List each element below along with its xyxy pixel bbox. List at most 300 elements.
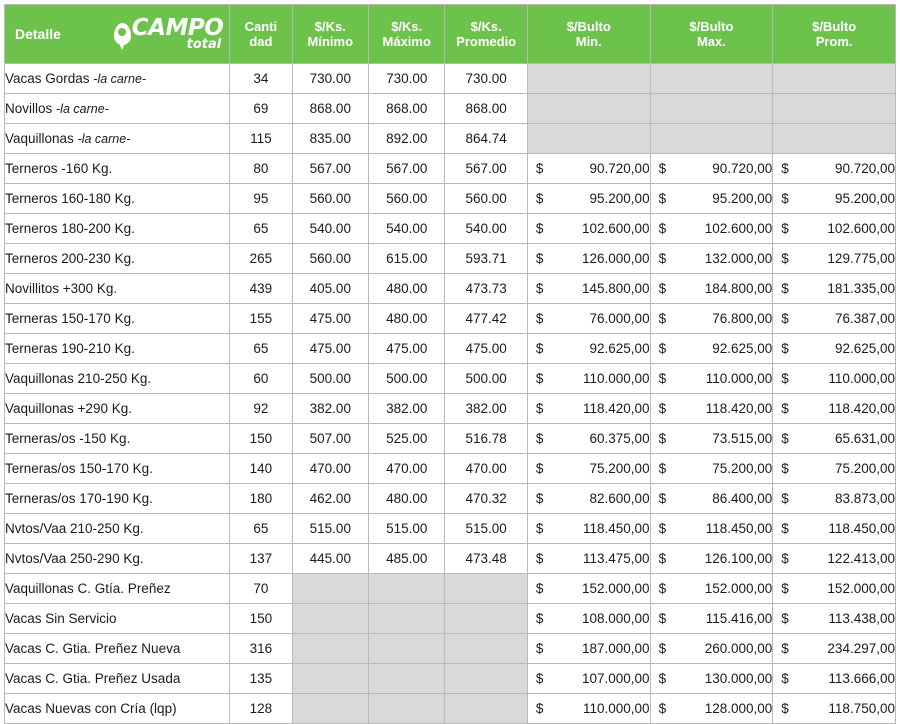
cell-bulto-prom: [773, 664, 896, 694]
detalle-text: Terneros 180-200 Kg.: [5, 221, 135, 236]
header-row: [5, 5, 896, 64]
cell-ks-maximo: [369, 664, 445, 694]
cell-bulto-max: [650, 574, 773, 604]
currency-symbol: $: [535, 431, 544, 446]
cell-cantidad: 155: [230, 304, 292, 334]
currency-symbol: $: [781, 221, 789, 236]
detalle-text: Terneras/os -150 Kg.: [5, 431, 131, 446]
cell-ks-maximo: 515.00: [369, 514, 445, 544]
cell-detalle: [5, 604, 230, 634]
column-header-bulto-max-line2: Max.: [696, 34, 726, 49]
money-value: 95.200,00: [589, 191, 650, 206]
cell-ks-promedio: 540.00: [445, 214, 527, 244]
cell-ks-maximo: 560.00: [369, 184, 445, 214]
column-header-ks-maximo-line2: Máximo: [382, 34, 431, 49]
table-row: [5, 184, 896, 214]
table-row: [5, 634, 896, 664]
column-header-ks-promedio-line2: Promedio: [456, 34, 517, 49]
cell-ks-promedio: [445, 664, 527, 694]
column-header-cantidad-line2: dad: [249, 34, 273, 49]
money-value: 107.000,00: [582, 671, 650, 686]
cell-bulto-min: [527, 304, 650, 334]
cell-cantidad: 115: [230, 124, 292, 154]
cell-bulto-min: [527, 664, 650, 694]
column-header-bulto-max-line1: $/Bulto: [689, 19, 734, 34]
table-row: [5, 334, 896, 364]
cell-ks-maximo: 475.00: [369, 334, 445, 364]
cell-cantidad: 135: [230, 664, 292, 694]
cell-ks-minimo: 730.00: [292, 64, 368, 94]
column-header-bulto-min-line1: $/Bulto: [566, 19, 611, 34]
detalle-text: Terneras 190-210 Kg.: [5, 341, 135, 356]
table-row: [5, 514, 896, 544]
cell-ks-minimo: 382.00: [292, 394, 368, 424]
cell-ks-promedio: [445, 634, 527, 664]
detalle-qualifier: -la carne-: [77, 132, 131, 146]
cell-bulto-min: [527, 454, 650, 484]
cell-bulto-max: [650, 394, 773, 424]
cell-ks-minimo: 462.00: [292, 484, 368, 514]
table-row: [5, 454, 896, 484]
cell-ks-minimo: 540.00: [292, 214, 368, 244]
detalle-text: Vaquillonas C. Gtía. Preñez: [5, 581, 171, 596]
money-value: 234.297,00: [827, 641, 895, 656]
cell-detalle: [5, 364, 230, 394]
cell-bulto-prom: [773, 694, 896, 724]
table-row: [5, 64, 896, 94]
cell-ks-minimo: 405.00: [292, 274, 368, 304]
cell-cantidad: 65: [230, 514, 292, 544]
money-value: 90.720,00: [834, 161, 895, 176]
detalle-text: Terneras 150-170 Kg.: [5, 311, 135, 326]
cell-ks-minimo: 515.00: [292, 514, 368, 544]
money-value: 73.515,00: [712, 431, 773, 446]
cell-bulto-min: [527, 394, 650, 424]
cell-ks-maximo: 615.00: [369, 244, 445, 274]
cell-bulto-prom: [773, 364, 896, 394]
cell-detalle: [5, 154, 230, 184]
cell-bulto-max: [650, 64, 773, 94]
money-value: 65.631,00: [834, 431, 895, 446]
detalle-text: Novillos: [5, 101, 57, 116]
cell-bulto-min: [527, 334, 650, 364]
cell-ks-promedio: 477.42: [445, 304, 527, 334]
column-header-ks-minimo: [292, 5, 368, 64]
currency-symbol: $: [535, 281, 544, 296]
cell-ks-maximo: 730.00: [369, 64, 445, 94]
money-value: 118.420,00: [828, 401, 895, 416]
money-value: 260.000,00: [704, 641, 773, 656]
money-value: 75.200,00: [712, 461, 773, 476]
cell-ks-promedio: [445, 574, 527, 604]
money-value: 92.625,00: [589, 341, 650, 356]
cell-cantidad: 65: [230, 334, 292, 364]
money-value: 108.000,00: [582, 611, 650, 626]
detalle-text: Terneras/os 150-170 Kg.: [5, 461, 153, 476]
column-header-ks-maximo-line1: $/Ks.: [391, 19, 423, 34]
cell-bulto-max: [650, 664, 773, 694]
table-row: [5, 364, 896, 394]
cell-cantidad: 69: [230, 94, 292, 124]
cell-bulto-max: [650, 604, 773, 634]
cell-bulto-max: [650, 304, 773, 334]
currency-symbol: $: [658, 641, 667, 656]
money-value: 86.400,00: [712, 491, 773, 506]
currency-symbol: $: [658, 461, 667, 476]
column-header-ks-minimo-line1: $/Ks.: [314, 19, 346, 34]
money-value: 95.200,00: [834, 191, 895, 206]
money-value: 113.666,00: [828, 671, 895, 686]
money-value: 126.100,00: [704, 551, 773, 566]
cell-detalle: [5, 574, 230, 604]
money-value: 118.420,00: [705, 401, 773, 416]
table-header: [5, 5, 896, 64]
currency-symbol: $: [658, 401, 667, 416]
currency-symbol: $: [781, 461, 789, 476]
currency-symbol: $: [535, 701, 544, 716]
cell-cantidad: 95: [230, 184, 292, 214]
column-header-bulto-min: [527, 5, 650, 64]
cell-bulto-prom: [773, 64, 896, 94]
cell-ks-maximo: 470.00: [369, 454, 445, 484]
cell-detalle: [5, 544, 230, 574]
table-row: [5, 484, 896, 514]
currency-symbol: $: [781, 191, 789, 206]
money-value: 110.000,00: [583, 701, 650, 716]
cell-ks-maximo: 480.00: [369, 274, 445, 304]
currency-symbol: $: [781, 521, 789, 536]
currency-symbol: $: [535, 341, 544, 356]
money-value: 145.800,00: [582, 281, 650, 296]
detalle-text: Novillitos +300 Kg.: [5, 281, 118, 296]
currency-symbol: $: [781, 671, 789, 686]
money-value: 90.720,00: [589, 161, 650, 176]
detalle-text: Terneros 160-180 Kg.: [5, 191, 135, 206]
money-value: 110.000,00: [583, 371, 650, 386]
money-value: 90.720,00: [712, 161, 773, 176]
cell-bulto-prom: [773, 394, 896, 424]
money-value: 152.000,00: [704, 581, 773, 596]
currency-symbol: $: [535, 251, 544, 266]
cell-detalle: [5, 454, 230, 484]
cell-ks-minimo: 560.00: [292, 244, 368, 274]
cell-bulto-min: [527, 214, 650, 244]
detalle-text: Vacas C. Gtia. Preñez Usada: [5, 671, 181, 686]
column-header-ks-minimo-line2: Mínimo: [307, 34, 354, 49]
cell-bulto-min: [527, 364, 650, 394]
cell-ks-maximo: 540.00: [369, 214, 445, 244]
cell-ks-promedio: 470.00: [445, 454, 527, 484]
cell-ks-minimo: 470.00: [292, 454, 368, 484]
cell-bulto-max: [650, 364, 773, 394]
cell-ks-promedio: 560.00: [445, 184, 527, 214]
cell-detalle: [5, 334, 230, 364]
cell-bulto-max: [650, 154, 773, 184]
cell-ks-promedio: 500.00: [445, 364, 527, 394]
cell-ks-promedio: 473.48: [445, 544, 527, 574]
cell-detalle: [5, 214, 230, 244]
detalle-text: Terneras/os 170-190 Kg.: [5, 491, 153, 506]
cell-bulto-prom: [773, 424, 896, 454]
money-value: 118.450,00: [828, 521, 895, 536]
column-header-bulto-max: [650, 5, 773, 64]
table-body: [5, 64, 896, 724]
cell-bulto-prom: [773, 334, 896, 364]
cell-cantidad: 128: [230, 694, 292, 724]
cell-ks-maximo: 500.00: [369, 364, 445, 394]
cell-ks-maximo: [369, 694, 445, 724]
detalle-text: Vacas Sin Servicio: [5, 611, 117, 626]
cell-detalle: [5, 424, 230, 454]
money-value: 82.600,00: [589, 491, 650, 506]
cell-bulto-min: [527, 184, 650, 214]
column-header-detalle-label: Detalle: [15, 25, 61, 42]
cell-bulto-prom: [773, 604, 896, 634]
cell-detalle: [5, 304, 230, 334]
currency-symbol: $: [781, 611, 789, 626]
money-value: 95.200,00: [712, 191, 773, 206]
currency-symbol: $: [781, 491, 789, 506]
cell-cantidad: 265: [230, 244, 292, 274]
cell-detalle: [5, 274, 230, 304]
money-value: 130.000,00: [704, 671, 773, 686]
cell-bulto-max: [650, 544, 773, 574]
cell-ks-minimo: [292, 694, 368, 724]
cell-bulto-max: [650, 634, 773, 664]
cell-ks-minimo: [292, 664, 368, 694]
cell-ks-promedio: 473.73: [445, 274, 527, 304]
cell-bulto-max: [650, 424, 773, 454]
currency-symbol: $: [781, 311, 789, 326]
cell-bulto-prom: [773, 634, 896, 664]
money-value: 128.000,00: [704, 701, 773, 716]
currency-symbol: $: [658, 701, 667, 716]
cell-bulto-min: [527, 574, 650, 604]
detalle-text: Vacas C. Gtia. Preñez Nueva: [5, 641, 181, 656]
cell-cantidad: 137: [230, 544, 292, 574]
cell-ks-minimo: 475.00: [292, 304, 368, 334]
cell-bulto-max: [650, 184, 773, 214]
column-header-ks-maximo: [369, 5, 445, 64]
cell-detalle: [5, 664, 230, 694]
cell-cantidad: 316: [230, 634, 292, 664]
money-value: 83.873,00: [834, 491, 895, 506]
table-row: [5, 604, 896, 634]
detalle-text: Vaquillonas 210-250 Kg.: [5, 371, 152, 386]
money-value: 118.450,00: [705, 521, 773, 536]
cell-ks-minimo: 445.00: [292, 544, 368, 574]
cell-ks-minimo: 507.00: [292, 424, 368, 454]
cell-ks-maximo: 567.00: [369, 154, 445, 184]
cell-bulto-max: [650, 454, 773, 484]
money-value: 126.000,00: [582, 251, 650, 266]
cell-ks-minimo: 500.00: [292, 364, 368, 394]
money-value: 181.335,00: [827, 281, 895, 296]
money-value: 102.600,00: [827, 221, 895, 236]
cell-bulto-min: [527, 274, 650, 304]
cell-bulto-max: [650, 274, 773, 304]
cell-ks-minimo: 475.00: [292, 334, 368, 364]
cell-bulto-min: [527, 154, 650, 184]
detalle-text: Vacas Gordas: [5, 71, 94, 86]
cell-cantidad: 150: [230, 604, 292, 634]
money-value: 152.000,00: [582, 581, 650, 596]
cell-ks-promedio: 382.00: [445, 394, 527, 424]
cell-bulto-min: [527, 544, 650, 574]
cell-bulto-prom: [773, 154, 896, 184]
table-row: [5, 424, 896, 454]
currency-symbol: $: [781, 431, 789, 446]
detalle-text: Terneros 200-230 Kg.: [5, 251, 135, 266]
cell-bulto-prom: [773, 244, 896, 274]
cell-ks-maximo: 892.00: [369, 124, 445, 154]
detalle-text: Vacas Nuevas con Cría (lqp): [5, 701, 177, 716]
column-header-detalle: [5, 5, 230, 64]
cell-detalle: [5, 94, 230, 124]
cell-cantidad: 60: [230, 364, 292, 394]
detalle-text: Vaquillonas: [5, 131, 78, 146]
table-row: [5, 214, 896, 244]
cell-ks-maximo: 485.00: [369, 544, 445, 574]
money-value: 118.450,00: [583, 521, 650, 536]
currency-symbol: $: [658, 521, 667, 536]
logo-wordmark: [132, 17, 223, 51]
money-value: 118.750,00: [828, 701, 895, 716]
currency-symbol: $: [658, 611, 667, 626]
cell-ks-promedio: [445, 604, 527, 634]
column-header-cantidad-line1: Canti: [244, 19, 278, 34]
cell-ks-maximo: 480.00: [369, 304, 445, 334]
cell-detalle: [5, 394, 230, 424]
currency-symbol: $: [535, 671, 544, 686]
cell-bulto-max: [650, 214, 773, 244]
cell-bulto-prom: [773, 544, 896, 574]
currency-symbol: $: [535, 191, 544, 206]
cell-ks-promedio: 864.74: [445, 124, 527, 154]
table-row: [5, 664, 896, 694]
money-value: 76.800,00: [712, 311, 773, 326]
currency-symbol: $: [658, 431, 667, 446]
cell-bulto-prom: [773, 484, 896, 514]
currency-symbol: $: [658, 191, 667, 206]
cell-ks-promedio: 515.00: [445, 514, 527, 544]
currency-symbol: $: [658, 371, 667, 386]
currency-symbol: $: [781, 281, 789, 296]
cell-detalle: [5, 244, 230, 274]
cell-ks-minimo: [292, 634, 368, 664]
cell-bulto-min: [527, 244, 650, 274]
money-value: 132.000,00: [704, 251, 773, 266]
cell-bulto-min: [527, 694, 650, 724]
column-header-ks-promedio-line1: $/Ks.: [470, 19, 502, 34]
money-value: 60.375,00: [589, 431, 650, 446]
currency-symbol: $: [535, 221, 544, 236]
currency-symbol: $: [658, 671, 667, 686]
cell-detalle: [5, 124, 230, 154]
currency-symbol: $: [658, 221, 667, 236]
cell-cantidad: 180: [230, 484, 292, 514]
livestock-price-table: [4, 4, 896, 724]
currency-symbol: $: [658, 341, 667, 356]
currency-symbol: $: [535, 491, 544, 506]
cell-bulto-prom: [773, 124, 896, 154]
cell-bulto-prom: [773, 514, 896, 544]
currency-symbol: $: [535, 401, 544, 416]
cell-ks-maximo: [369, 634, 445, 664]
money-value: 92.625,00: [834, 341, 895, 356]
cell-ks-promedio: [445, 694, 527, 724]
money-value: 187.000,00: [582, 641, 650, 656]
currency-symbol: $: [658, 551, 667, 566]
money-value: 113.475,00: [583, 551, 650, 566]
cell-ks-minimo: 868.00: [292, 94, 368, 124]
money-value: 115.416,00: [705, 611, 773, 626]
cell-bulto-min: [527, 484, 650, 514]
money-value: 76.387,00: [834, 311, 895, 326]
currency-symbol: $: [535, 611, 544, 626]
table-row: [5, 124, 896, 154]
cell-ks-promedio: 730.00: [445, 64, 527, 94]
cell-cantidad: 70: [230, 574, 292, 604]
cell-cantidad: 150: [230, 424, 292, 454]
currency-symbol: $: [535, 581, 544, 596]
cell-cantidad: 34: [230, 64, 292, 94]
currency-symbol: $: [781, 251, 789, 266]
currency-symbol: $: [658, 161, 667, 176]
money-value: 110.000,00: [705, 371, 773, 386]
cell-detalle: [5, 64, 230, 94]
cell-ks-promedio: 516.78: [445, 424, 527, 454]
cell-bulto-min: [527, 64, 650, 94]
cell-bulto-max: [650, 514, 773, 544]
column-header-ks-promedio: [445, 5, 527, 64]
currency-symbol: $: [781, 641, 789, 656]
logo-wordmark-sub: total: [186, 37, 222, 52]
cell-bulto-max: [650, 334, 773, 364]
table-row: [5, 154, 896, 184]
money-value: 184.800,00: [704, 281, 773, 296]
currency-symbol: $: [535, 461, 544, 476]
column-header-bulto-prom-line2: Prom.: [815, 34, 853, 49]
cell-cantidad: 80: [230, 154, 292, 184]
cell-bulto-max: [650, 244, 773, 274]
cell-bulto-min: [527, 424, 650, 454]
cell-ks-minimo: 560.00: [292, 184, 368, 214]
cell-ks-maximo: [369, 604, 445, 634]
table-row: [5, 694, 896, 724]
currency-symbol: $: [535, 551, 544, 566]
table-row: [5, 244, 896, 274]
cell-bulto-max: [650, 124, 773, 154]
currency-symbol: $: [781, 161, 789, 176]
table-row: [5, 544, 896, 574]
cell-bulto-min: [527, 94, 650, 124]
currency-symbol: $: [658, 491, 667, 506]
money-value: 75.200,00: [589, 461, 650, 476]
money-value: 102.600,00: [704, 221, 773, 236]
cell-ks-maximo: [369, 574, 445, 604]
cell-detalle: [5, 694, 230, 724]
detalle-text: Vaquillonas +290 Kg.: [5, 401, 132, 416]
cell-bulto-max: [650, 484, 773, 514]
logo-wordmark-main: CAMPO: [131, 15, 224, 41]
cell-bulto-min: [527, 124, 650, 154]
currency-symbol: $: [781, 371, 789, 386]
cell-detalle: [5, 484, 230, 514]
cell-bulto-max: [650, 694, 773, 724]
currency-symbol: $: [535, 521, 544, 536]
cell-bulto-min: [527, 634, 650, 664]
